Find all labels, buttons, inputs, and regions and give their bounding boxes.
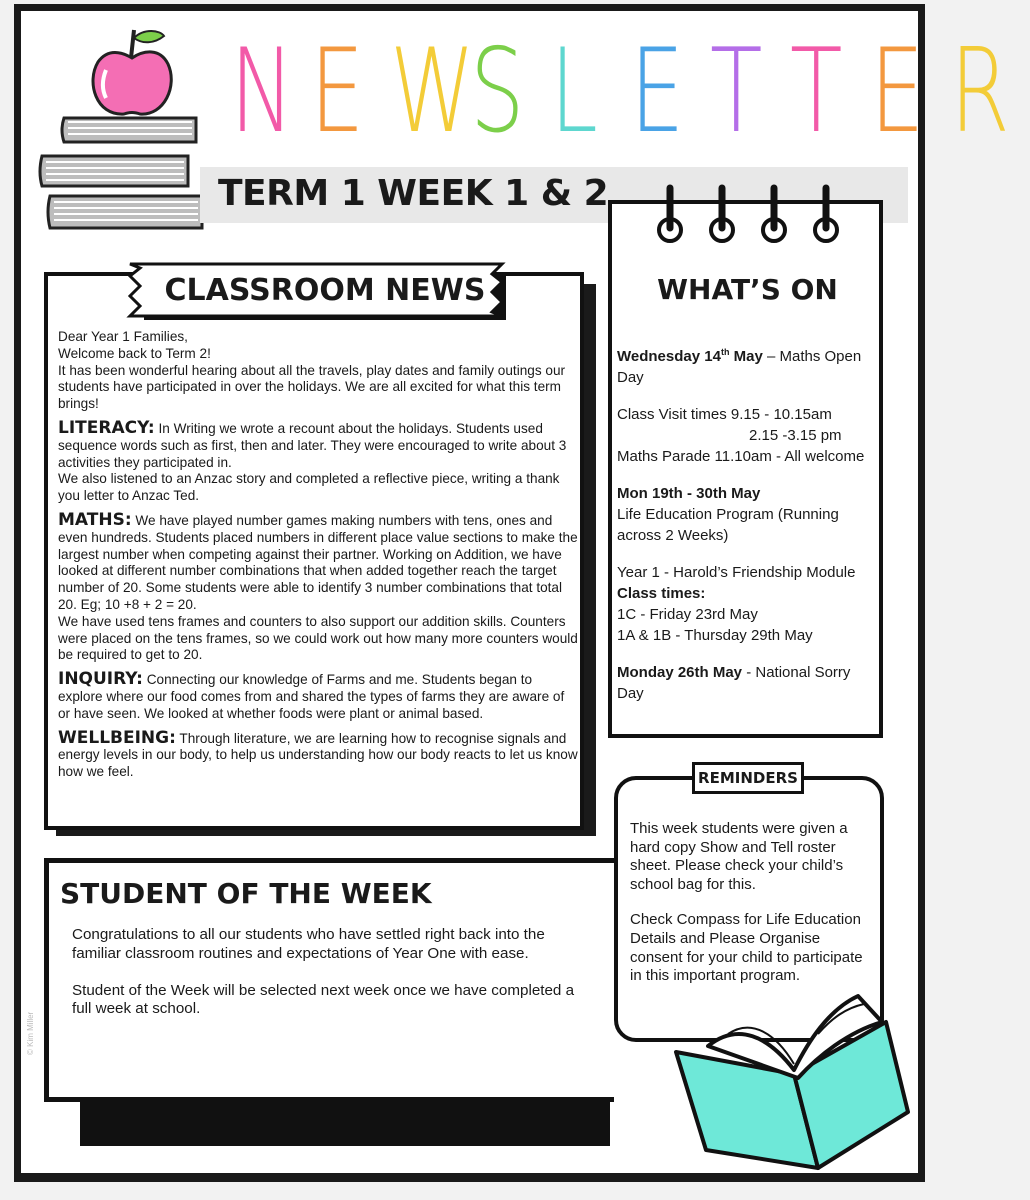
masthead-letter: L (550, 24, 600, 159)
event-maths-open-day: Wednesday 14th May – Maths Open Day (617, 347, 862, 386)
maths-heading: MATHS: (58, 509, 132, 530)
book-stack (40, 118, 202, 228)
notepad-rings-icon (648, 182, 848, 252)
classroom-news-body (58, 329, 578, 788)
classroom-news-title: CLASSROOM NEWS (164, 273, 486, 308)
reminders-title: REMINDERS (692, 762, 804, 794)
credit-text: © Kim Miller (26, 1011, 35, 1055)
event-life-education: Mon 19th - 30th May Life Education Program (Running across 2 Weeks) (617, 485, 839, 544)
inquiry-heading: INQUIRY: (58, 669, 143, 690)
reminders-body: This week students were given a hard copy Show and Tell roster sheet. Please check your child’s school bag for this. Check Compass for Life Education Details and Please Organise consent for your child to participate in this important program. (630, 820, 863, 985)
sotw-shadow (80, 1100, 610, 1146)
whats-on-body (617, 342, 879, 720)
event-class-visit: Class Visit times 9.15 - 10.15am 2.15 -3.15 pm Maths Parade 11.10am - All welcome (617, 406, 865, 465)
term-title: TERM 1 WEEK 1 & 2 (218, 173, 609, 214)
newsletter-masthead (230, 20, 1030, 159)
student-of-week-title: STUDENT OF THE WEEK (60, 877, 432, 910)
masthead-letter: E (870, 24, 926, 159)
masthead-letter: S (470, 24, 526, 159)
masthead-letter: T (710, 24, 764, 159)
open-book-icon (668, 982, 913, 1172)
event-friendship-module: Year 1 - Harold’s Friendship Module Class times: 1C - Friday 23rd May 1A & 1B - Thursday 29th May (617, 564, 856, 644)
student-of-week-body: Congratulations to all our students who have settled right back into the familiar classroom routines and expectations of Year One with ease. Student of the Week will be selected next week once we have completed a full week at school. (72, 926, 575, 1018)
apple-icon (93, 30, 171, 114)
intro-paragraph: Dear Year 1 Families, Welcome back to Term 2! It has been wonderful hearing about all the travels, play dates and family outings our students have participated in over the holidays. We are all excited for what this term brings! (58, 329, 566, 412)
masthead-letter: R (950, 24, 1012, 159)
masthead-letter: E (630, 24, 686, 159)
literacy-heading: LITERACY: (58, 417, 155, 438)
masthead-letter: W (390, 24, 477, 159)
masthead-letter: T (790, 24, 844, 159)
event-sorry-day: Monday 26th May - National Sorry Day (617, 664, 851, 702)
inquiry-paragraph: INQUIRY: Connecting our knowledge of Farms and me. Students began to explore where our food comes from and shared the types of farms they are aware of or have seen. We looked at whether foods were plant or animal based. (58, 669, 565, 721)
apple-books-illustration (36, 18, 216, 238)
masthead-letter: N (230, 24, 296, 159)
wellbeing-heading: WELLBEING: (58, 727, 176, 748)
whats-on-title: WHAT’S ON (657, 273, 838, 306)
literacy-paragraph: LITERACY: In Writing we wrote a recount about the holidays. Students used sequence words such as first, then and later. They were encouraged to write about 3 activities they participated in. We also listened to an Anzac story and completed a reflective piece, writing a thank you letter to Anzac Ted. (58, 417, 567, 504)
maths-paragraph: MATHS: We have played number games making numbers with tens, ones and even hundreds. Students placed numbers in different place value sections to make the largest number when competing against their partner. Working on Addition, we have looked at different number combinations that when added together reach the target number of 20. Some students were able to identify 3 number combinations that total 20. Eg; 10 +8 + 2 = 20. We have used tens frames and counters to also support our addition skills. Counters were placed on the tens frames, so we could work out how many more counters would be required to get to 20. (58, 509, 578, 663)
wellbeing-paragraph: WELLBEING: Through literature, we are learning how to recognise signals and energy levels in our body, to help us understanding how our body reacts to let us know how we feel. (58, 727, 578, 780)
masthead-letter: E (310, 24, 366, 159)
